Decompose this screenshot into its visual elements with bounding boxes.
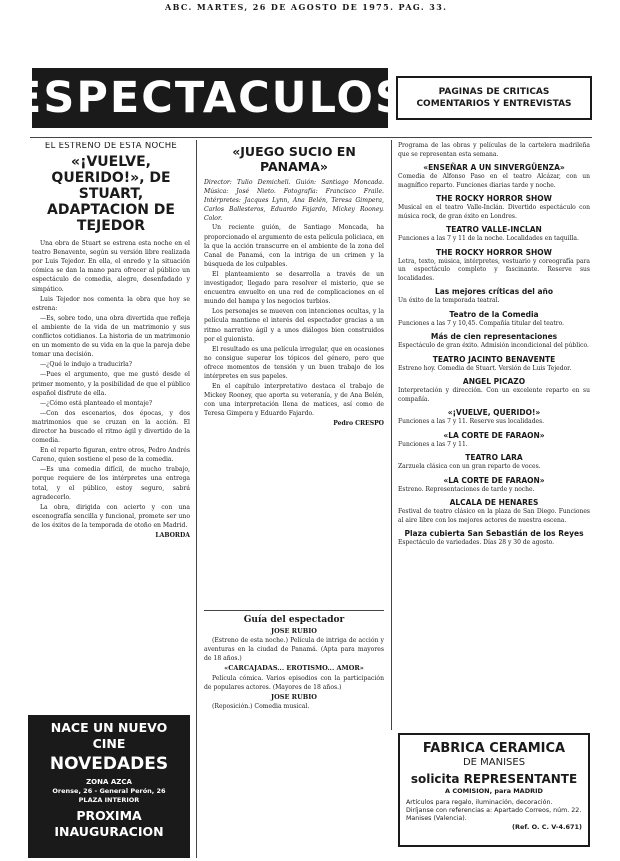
page-header: ABC. MARTES, 26 DE AGOSTO DE 1975. PAG. 33. (165, 2, 448, 12)
ad-line: solicita REPRESENTANTE (410, 772, 578, 786)
paginas-line1: PAGINAS DE CRITICAS (438, 87, 550, 97)
listing-title: «LA CORTE DE FARAON» (443, 475, 545, 485)
ad-line: Orense, 26 - General Perón, 26 (52, 787, 166, 795)
listing-body: Funciones a las 7 y 10,45. Compañía titular del teatro. (398, 319, 565, 327)
paragraph: Una obra de Stuart se estrena esta noche en el teatro Benavente, según su versión libre realizada por Luis Tejedor. En ella, el enredo y la situación cómica se dan la mano para ofrecer al público un espectáculo de comedia, alegre, desenfadado y simpático. (32, 240, 190, 293)
ad-line: Artículos para regalo, iluminación, decoración. Diríjanse con referencias a: Apartado Correos, núm. 22. Manises (Valencia). (406, 798, 582, 823)
ad-line: PLAZA INTERIOR (78, 796, 140, 804)
paragraph: —Con dos escenarios, dos épocas, y dos matrimonios que se cruzan en la acción. El director ha buscado el ritmo ágil y divertido de la comedia. (32, 409, 190, 445)
ad-line: DE MANISES (462, 757, 526, 768)
fabrica-ceramica-ad (398, 733, 590, 847)
ad-line: CINE (92, 736, 126, 751)
listing-body: Espectáculo de gran éxito. Admisión incondicional del público. (398, 342, 589, 349)
listings-intro: Programa de las obras y películas de la cartelera madrileña que se representan esta semana. (398, 142, 590, 158)
ad-line: PROXIMA INAUGURACION (54, 808, 164, 839)
listing-body: Festival de teatro clásico en la plaza de San Diego. Funciones al aire libre con los mejores actores de nuestra escena. (398, 508, 590, 524)
guia-item-body: Película cómica. Varios episodios con la participación de populares actores. (Mayores de 18 años.) (204, 674, 384, 691)
section-masthead: ESPECTACULOS (32, 68, 388, 128)
listing-title: ALCALA DE HENARES (449, 498, 539, 507)
listing-title: TEATRO JACINTO BENAVENTE (432, 354, 556, 364)
article-headline: «¡VUELVE, QUERIDO!», DE STUART, ADAPTACION DE TEJEDOR (46, 154, 175, 235)
cartelera-listings (398, 142, 590, 727)
listing-body: Funciones a las 7 y 11 de la noche. Localidades en taquilla. (398, 235, 579, 242)
paragraph: —¿Qué le indujo a traducirla? (40, 361, 133, 369)
paragraph: Un reciente guión, de Santiago Moncada, ha proporcionado el argumento de esta película policiaca, en la que la acción transcurre en el ambiente de la zona del Canal de Panamá, con la intriga de un crimen y la búsqueda de los culpables. (204, 224, 384, 268)
listing-title: THE ROCKY HORROR SHOW (436, 247, 552, 257)
guia-item-title: «CARCAJADAS... EROTISMO... AMOR» (224, 664, 364, 673)
guia-item-title: JOSE RUBIO (271, 692, 317, 701)
cinema-novedades-ad (28, 715, 190, 858)
paragraph: —Es una comedia difícil, de mucho trabajo, porque requiere de los intérpretes una entrega total, y el público, estoy seguro, sabrá agradecerlo. (32, 466, 190, 501)
guia-item-body: (Reposición.) Comedia musical. (212, 702, 310, 710)
listing-body: Zarzuela clásica con un gran reparto de voces. (398, 463, 541, 470)
horizontal-rule (204, 610, 384, 611)
paragraph: La obra, dirigida con acierto y con una escenografía sencilla y funcional, promete ser uno de los éxitos de la temporada de otoño en Madrid. (32, 503, 190, 529)
signature: LABORDA (155, 532, 190, 539)
film-credits: Director: Tulio Demicheli. Guión: Santiago Moncada. Música: José Nieto. Fotografía: Francisco Fraile. Intérpretes: Jacques Lynn, Ana Belén, Teresa Gimpera, Carlos Ballesteros, Eduardo Fajardo, Mickey Rooney. Color. (204, 179, 384, 223)
guia-del-espectador (204, 612, 384, 857)
listing-body: Un éxito de la temporada teatral. (398, 297, 500, 304)
listing-title: «ENSEÑAR A UN SINVERGÜENZA» (423, 163, 565, 172)
ad-line: FABRICA CERAMICA (422, 741, 566, 756)
horizontal-rule (30, 137, 592, 138)
listing-title: «LA CORTE DE FARAON» (443, 430, 545, 440)
listing-body: Funciones a las 7 y 11. Reserve sus localidades. (398, 418, 545, 425)
paginas-box (396, 76, 592, 120)
paragraph: Los personajes se mueven con intenciones ocultas, y la película mantiene el interés del espectador gracias a un ritmo narrativo ágil y a unos diálogos bien construidos por el guionista. (204, 308, 384, 343)
signature: Pedro CRESPO (333, 420, 384, 428)
listing-title: THE ROCKY HORROR SHOW (436, 194, 552, 203)
guia-item-body: (Estreno de esta noche.) Película de intriga de acción y aventuras en la ciudad de Panamá. (Apta para mayores de 18 años.) (204, 637, 384, 663)
article-vuelve-querido (32, 142, 190, 710)
listing-body: Comedia de Alfonso Paso en el teatro Alcázar, con un magnífico reparto. Funciones diarias tarde y noche. (398, 173, 590, 189)
paragraph: El planteamiento se desarrolla a través de un investigador, llegado para resolver el misterio, que se encuentra envuelto en una red de complicaciones en el mundo del hampa y los negocios turbios. (204, 270, 384, 306)
paragraph: —Es, sobre todo, una obra divertida que refleja el ambiente de la vida de un matrimonio y sus conflictos cotidianos. La historia de un matrimonio en un momento de su vida en la que la pareja debe tomar una decisión. (32, 314, 190, 359)
ad-line: (Ref. O. C. V-4.671) (512, 823, 582, 832)
listing-body: Funciones a las 7 y 11. (398, 440, 468, 448)
guia-item-title: JOSE RUBIO (271, 627, 317, 636)
listing-title: ANGEL PICAZO (462, 377, 526, 386)
article-juego-sucio (204, 142, 384, 607)
listing-title: TEATRO LARA (465, 453, 523, 462)
listing-body: Musical en el teatro Valle-Inclán. Divertido espectáculo con música rock, de gran éxito en Londres. (398, 204, 590, 220)
guia-title: Guía del espectador (243, 615, 345, 625)
listing-body: Interpretación y dirección. Con un excelente reparto en su compañía. (398, 387, 590, 403)
paragraph: En el reparto figuran, entre otros, Pedro Andrés Careno, quien sostiene el peso de la comedia. (32, 447, 190, 464)
article-headline: «JUEGO SUCIO EN PANAMA» (232, 144, 356, 174)
listing-title: Teatro de la Comedia (449, 309, 539, 319)
listing-title: «¡VUELVE, QUERIDO!» (447, 408, 541, 417)
paragraph: —Pues el argumento, que me gustó desde el primer momento, y la posibilidad de que el público español disfrute de ella. (32, 371, 190, 397)
listing-title: Plaza cubierta San Sebastián de los Reyes (404, 529, 584, 538)
ad-line: ZONA AZCA (86, 778, 132, 786)
listing-body: Letra, texto, música, intérpretes, vestuario y coreografía para un espectáculo completo y fascinante. Reserve sus localidades. (398, 257, 590, 282)
column-rule (391, 140, 392, 730)
paragraph: El resultado es una película irregular, que en ocasiones no consigue superar los tópicos del género, pero que ofrece momentos de tensión y un buen trabajo de los intérpretes en sus papeles. (204, 345, 384, 380)
ad-line: A COMISION, para MADRID (445, 787, 543, 795)
ad-line: NACE UN NUEVO (50, 720, 168, 735)
listing-body: Estreno hoy. Comedia de Stuart. Versión de Luis Tejedor. (398, 364, 572, 372)
listing-body: Estreno. Representaciones de tarde y noche. (398, 485, 535, 493)
listings-list (398, 162, 590, 548)
paragraph: Luis Tejedor nos comenta la obra que hoy se estrena: (32, 295, 190, 312)
paragraph: —¿Cómo está planteado el montaje? (40, 399, 153, 407)
column-rule (196, 140, 197, 858)
article-kicker: EL ESTRENO DE ESTA NOCHE (44, 142, 178, 151)
listing-title: Más de cien representaciones (430, 332, 558, 341)
listing-title: TEATRO VALLE-INCLAN (446, 225, 542, 234)
paginas-line2: COMENTARIOS Y ENTREVISTAS (416, 99, 572, 109)
paragraph: En el capítulo interpretativo destaca el trabajo de Mickey Rooney, que aporta su veteranía, y de Ana Belén, con una interpretación llena de matices, así como de Teresa Gimpera y Eduardo Fajardo. (204, 383, 384, 418)
listing-body: Espectáculo de variedades. Días 28 y 30 de agosto. (398, 539, 555, 546)
listing-title: Las mejores críticas del año (434, 287, 554, 296)
ad-line: NOVEDADES (49, 754, 169, 774)
